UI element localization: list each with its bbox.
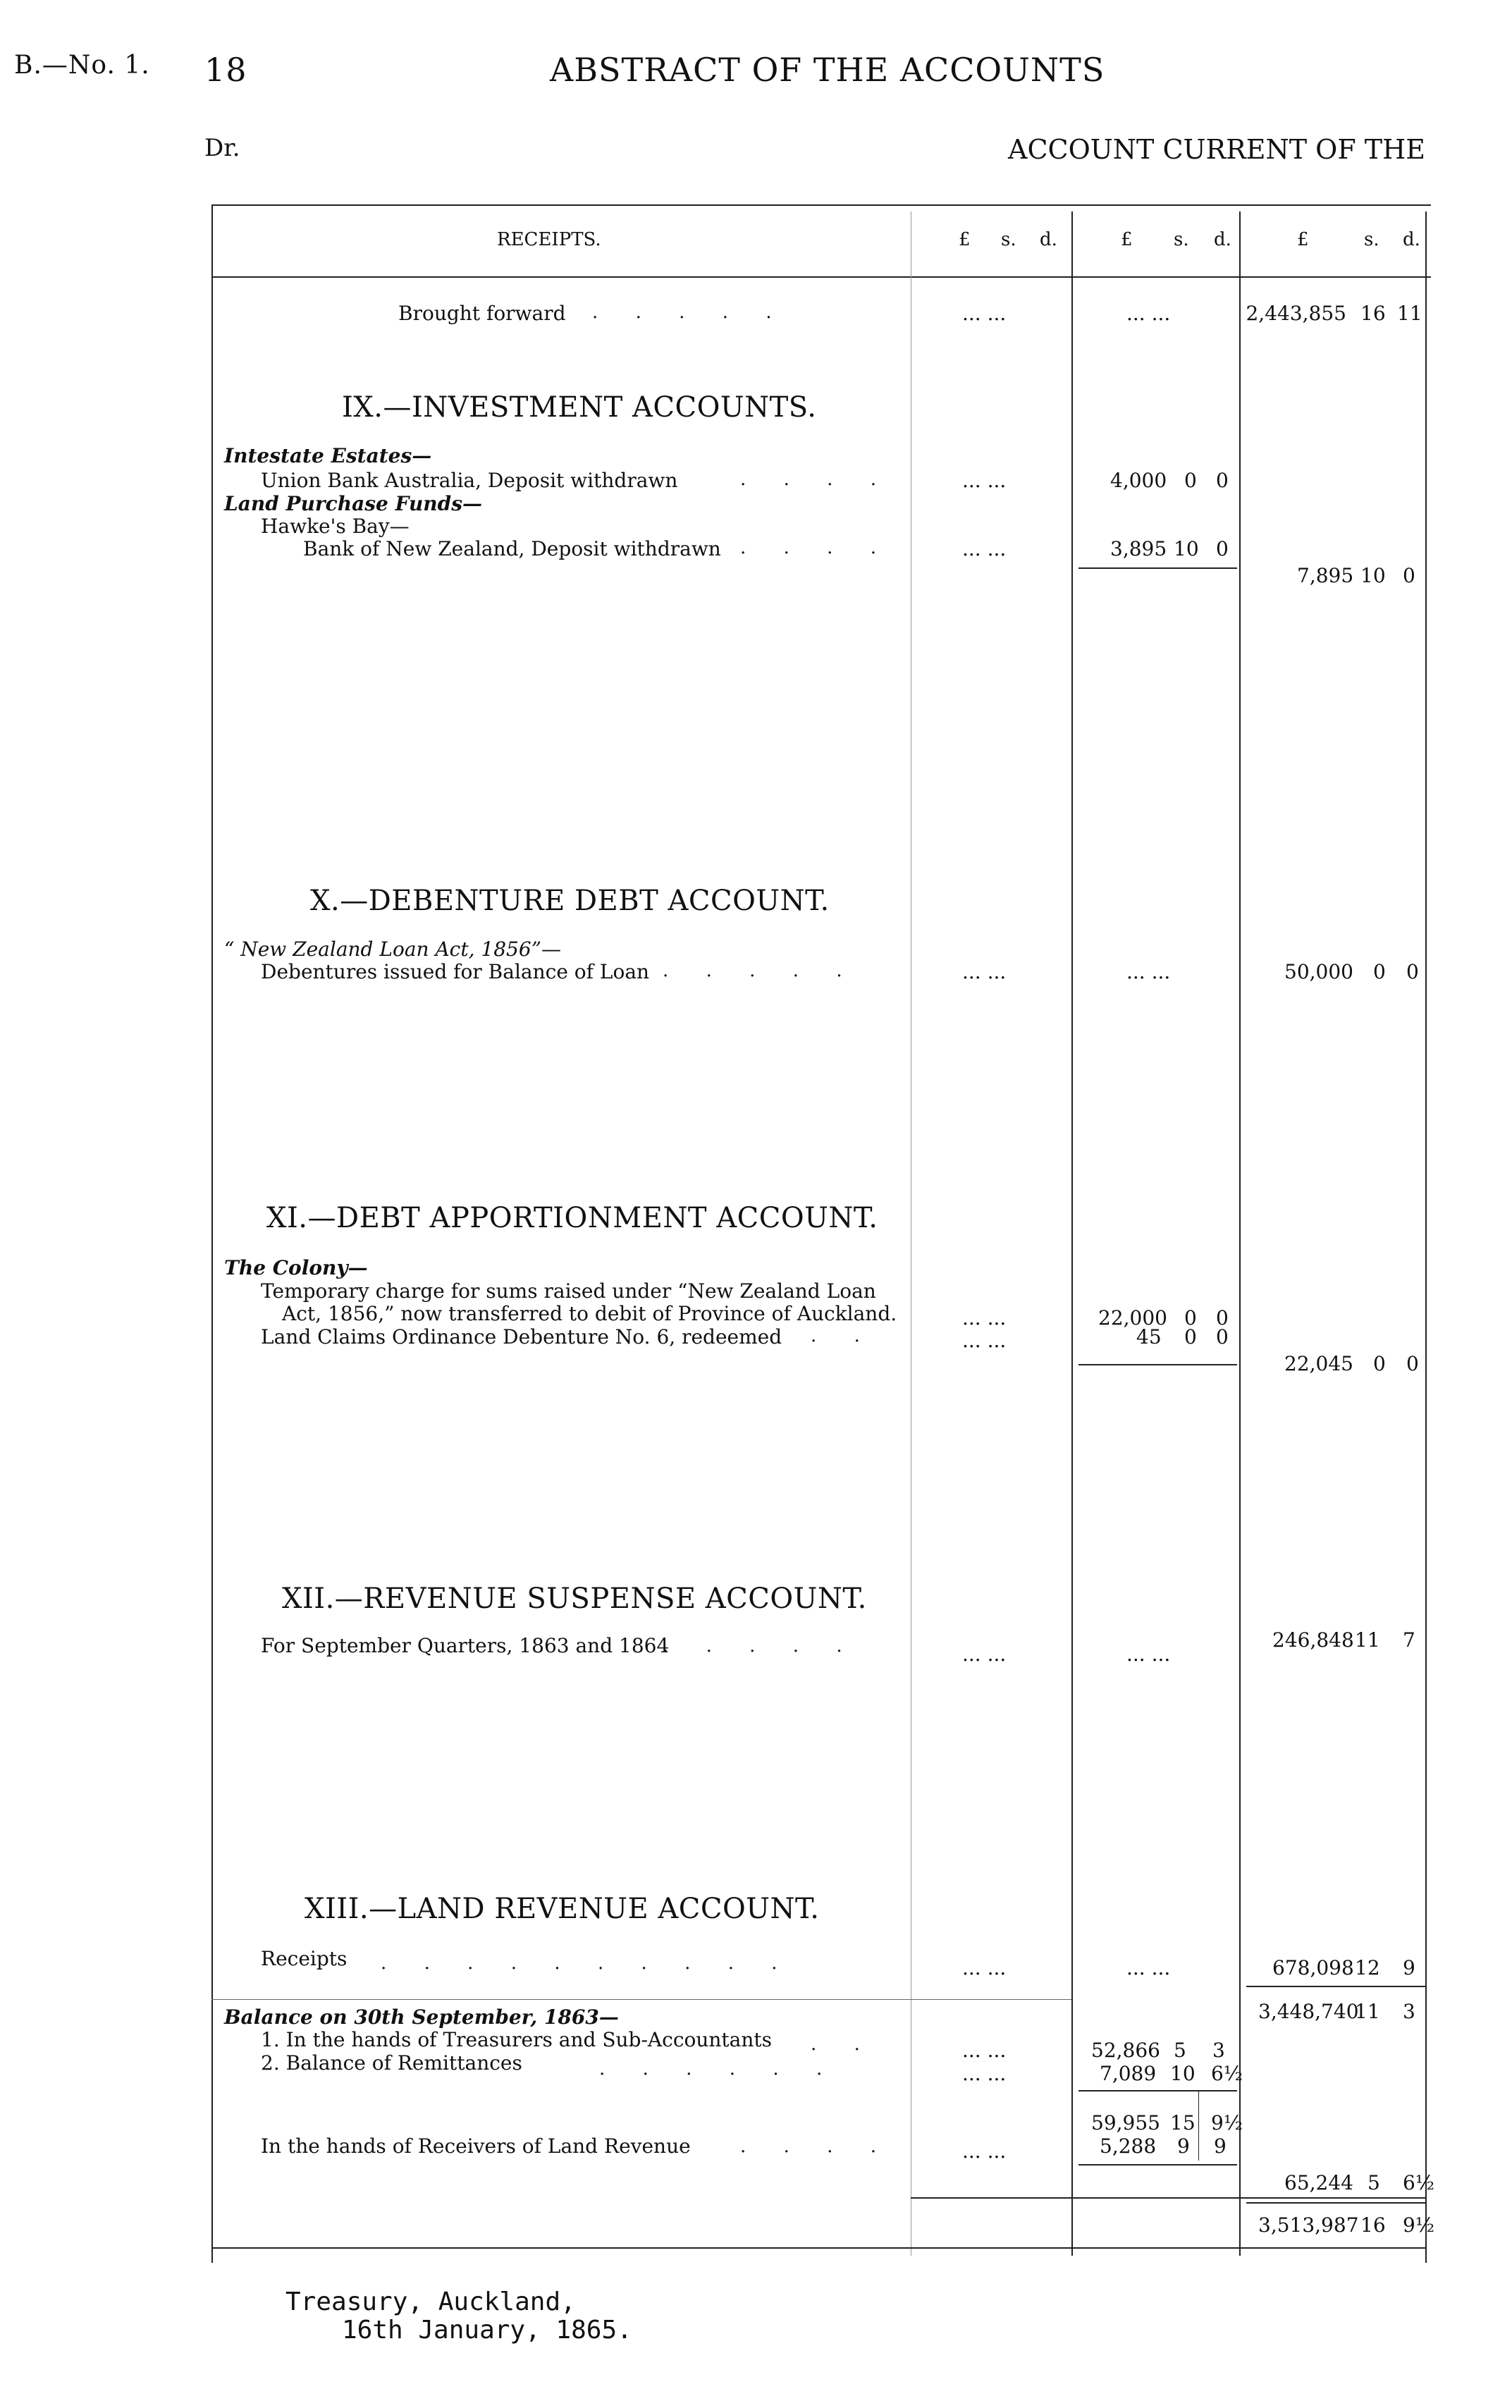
receivers-shillings: 9 — [1177, 2134, 1190, 2158]
brought-forward-pounds: 2,443,855 — [1246, 302, 1346, 325]
balance-total-pence: 6½ — [1403, 2171, 1434, 2194]
temp-charge-pence: 0 — [1216, 1306, 1229, 1329]
remittances-pounds: 7,089 — [1100, 2062, 1157, 2085]
union-bank-pence: 0 — [1216, 469, 1229, 492]
leader-dots: . . . . — [740, 537, 878, 558]
dr-label: Dr. — [204, 134, 240, 162]
section-heading-x: X.—DEBENTURE DEBT ACCOUNT. — [310, 885, 830, 917]
grand-total-pence: 9½ — [1403, 2213, 1434, 2237]
leader-dots: . . . . . . . . . . — [381, 1953, 779, 1974]
remittances-pence: 6½ — [1211, 2062, 1243, 2085]
col3-pound: £ — [1297, 229, 1309, 250]
land-claims-pounds: 45 — [1136, 1325, 1162, 1349]
temporary-charge-line1: Temporary charge for sums raised under “New Zealand Loan — [261, 1279, 876, 1303]
footer-place: Treasury, Auckland, — [285, 2287, 576, 2316]
grand-total-rule-top — [1246, 2202, 1425, 2204]
ellipsis-col1: ... ... — [962, 537, 1007, 560]
col2-shilling: s. — [1174, 229, 1189, 250]
balance-label: Balance on 30th September, 1863— — [224, 2005, 619, 2029]
treasurers-pounds: 52,866 — [1091, 2039, 1160, 2062]
nz-loan-act-label: “ New Zealand Loan Act, 1856”— — [224, 938, 561, 961]
x-total-shillings: 0 — [1373, 960, 1386, 983]
bnz-label: Bank of New Zealand, Deposit withdrawn — [303, 537, 721, 560]
receipts-pence: 9 — [1403, 1956, 1415, 1979]
receipts-shillings: 12 — [1355, 1956, 1380, 1979]
page-title: ABSTRACT OF THE ACCOUNTS — [550, 51, 1105, 89]
col3-shilling: s. — [1364, 229, 1379, 250]
section-heading-ix: IX.—INVESTMENT ACCOUNTS. — [342, 391, 817, 424]
receivers-label: In the hands of Receivers of Land Revenue — [261, 2134, 691, 2158]
subtotal-shillings: 11 — [1355, 2000, 1380, 2023]
bnz-pounds: 3,895 — [1110, 537, 1167, 560]
col1-pence: d. — [1040, 229, 1057, 250]
table-right-rule — [1425, 211, 1427, 2263]
ellipsis-col1: ... ... — [962, 1306, 1007, 1329]
leader-dots: . . . . — [740, 2136, 878, 2157]
sum-shillings: 15 — [1170, 2111, 1196, 2134]
ellipsis-col2: ... ... — [1126, 1642, 1171, 1666]
subtotal-rule — [1078, 1364, 1237, 1365]
xii-total-shillings: 11 — [1355, 1628, 1380, 1652]
treasurers-shillings: 5 — [1174, 2039, 1186, 2062]
balance-rule — [211, 1999, 1071, 2000]
x-total-pounds: 50,000 — [1284, 960, 1353, 983]
xi-total-pence: 0 — [1406, 1352, 1419, 1375]
ellipsis-col1: ... ... — [962, 1642, 1007, 1666]
section-heading-xiii: XIII.—LAND REVENUE ACCOUNT. — [305, 1893, 820, 1925]
balance-total-pounds: 65,244 — [1284, 2171, 1353, 2194]
leader-dots: . . . . . — [592, 302, 773, 323]
leader-dots: . . . . — [740, 469, 878, 490]
land-claims-pence: 0 — [1216, 1325, 1229, 1349]
grand-total-pounds: 3,513,987 — [1258, 2213, 1359, 2237]
xii-total-pounds: 246,848 — [1272, 1628, 1354, 1652]
table-top-rule — [211, 204, 1431, 206]
ellipsis-col1: ... ... — [962, 469, 1007, 492]
sum-pounds: 59,955 — [1091, 2111, 1160, 2134]
receivers-pence: 9 — [1214, 2134, 1227, 2158]
subtotal-rule — [1078, 567, 1237, 569]
ellipsis-col1: ... ... — [962, 1956, 1007, 1979]
col1-shilling: s. — [1001, 229, 1016, 250]
ellipsis-col1: ... ... — [962, 2039, 1007, 2062]
ellipsis-col2: ... ... — [1126, 1956, 1171, 1979]
subtotal-rule — [1246, 1986, 1425, 1987]
union-bank-shillings: 0 — [1184, 469, 1197, 492]
col-rule-2 — [1071, 211, 1073, 2256]
col1-pound: £ — [959, 229, 971, 250]
brought-forward-label: Brought forward — [398, 302, 566, 325]
temp-charge-pounds: 22,000 — [1098, 1306, 1167, 1329]
subtotal-pence: 3 — [1403, 2000, 1415, 2023]
receivers-pounds: 5,288 — [1100, 2134, 1157, 2158]
treasurers-pence: 3 — [1212, 2039, 1225, 2062]
x-total-pence: 0 — [1406, 960, 1419, 983]
remittances-shillings: 10 — [1170, 2062, 1196, 2085]
page-subtitle: ACCOUNT CURRENT OF THE — [1008, 134, 1426, 165]
leader-dots: . . — [811, 2034, 861, 2055]
land-purchase-label: Land Purchase Funds— — [224, 492, 482, 515]
ix-total-pounds: 7,895 — [1297, 564, 1354, 587]
hawkes-bay-label: Hawke's Bay— — [261, 515, 410, 538]
ellipsis-col1: ... ... — [962, 2062, 1007, 2085]
september-quarters-label: For September Quarters, 1863 and 1864 — [261, 1634, 670, 1657]
ellipsis-col2: ... ... — [1126, 960, 1171, 983]
land-claims-label: Land Claims Ordinance Debenture No. 6, redeemed — [261, 1325, 782, 1349]
leader-dots: . . . . . . — [599, 2058, 824, 2080]
receipts-label: Receipts — [261, 1947, 348, 1970]
section-heading-xii: XII.—REVENUE SUSPENSE ACCOUNT. — [282, 1583, 867, 1615]
union-bank-label: Union Bank Australia, Deposit withdrawn — [261, 469, 678, 492]
header-rule — [211, 276, 1431, 278]
col3-pence: d. — [1403, 229, 1420, 250]
col-header-receipts: RECEIPTS. — [497, 229, 601, 250]
footer-date: 16th January, 1865. — [342, 2316, 632, 2345]
grand-total-rule — [911, 2197, 1425, 2199]
brought-forward-pence: 11 — [1397, 302, 1422, 325]
land-claims-shillings: 0 — [1184, 1325, 1197, 1349]
colony-label: The Colony— — [224, 1256, 368, 1279]
treasurers-label: 1. In the hands of Treasurers and Sub-Accountants — [261, 2028, 773, 2051]
ellipsis-col1: ... ... — [962, 302, 1007, 325]
subtotal-rule — [1078, 2090, 1237, 2091]
page-ref: B.—No. 1. — [14, 51, 150, 80]
ix-total-pence: 0 — [1403, 564, 1415, 587]
xii-total-pence: 7 — [1403, 1628, 1415, 1652]
table-bottom-rule — [211, 2247, 1425, 2249]
intestate-label: Intestate Estates— — [224, 444, 432, 467]
col-rule-3 — [1239, 211, 1241, 2256]
temporary-charge-line2: Act, 1856,” now transferred to debit of Province of Auckland. — [282, 1302, 897, 1325]
xi-total-pounds: 22,045 — [1284, 1352, 1353, 1375]
ix-total-shillings: 10 — [1360, 564, 1386, 587]
pence-divider — [1198, 2090, 1199, 2161]
ellipsis-col1: ... ... — [962, 1329, 1007, 1352]
bnz-pence: 0 — [1216, 537, 1229, 560]
ellipsis-col1: ... ... — [962, 960, 1007, 983]
brought-forward-shillings: 16 — [1360, 302, 1386, 325]
col2-pound: £ — [1121, 229, 1133, 250]
table-left-rule — [211, 204, 213, 2263]
subtotal-pounds: 3,448,740 — [1258, 2000, 1359, 2023]
bnz-shillings: 10 — [1174, 537, 1199, 560]
union-bank-pounds: 4,000 — [1110, 469, 1167, 492]
ellipsis-col2: ... ... — [1126, 302, 1171, 325]
col2-pence: d. — [1214, 229, 1231, 250]
receipts-pounds: 678,098 — [1272, 1956, 1354, 1979]
debentures-label: Debentures issued for Balance of Loan — [261, 960, 650, 983]
temp-charge-shillings: 0 — [1184, 1306, 1197, 1329]
balance-total-shillings: 5 — [1367, 2171, 1380, 2194]
sum-pence: 9½ — [1211, 2111, 1243, 2134]
section-heading-xi: XI.—DEBT APPORTIONMENT ACCOUNT. — [266, 1202, 878, 1234]
leader-dots: . . — [811, 1325, 861, 1346]
page-number: 18 — [204, 51, 247, 89]
leader-dots: . . . . . — [663, 960, 844, 981]
remittances-label: 2. Balance of Remittances — [261, 2051, 522, 2075]
xi-total-shillings: 0 — [1373, 1352, 1386, 1375]
leader-dots: . . . . . — [663, 1635, 844, 1657]
subtotal-rule — [1078, 2164, 1237, 2166]
ellipsis-col1: ... ... — [962, 2139, 1007, 2163]
grand-total-shillings: 16 — [1360, 2213, 1386, 2237]
